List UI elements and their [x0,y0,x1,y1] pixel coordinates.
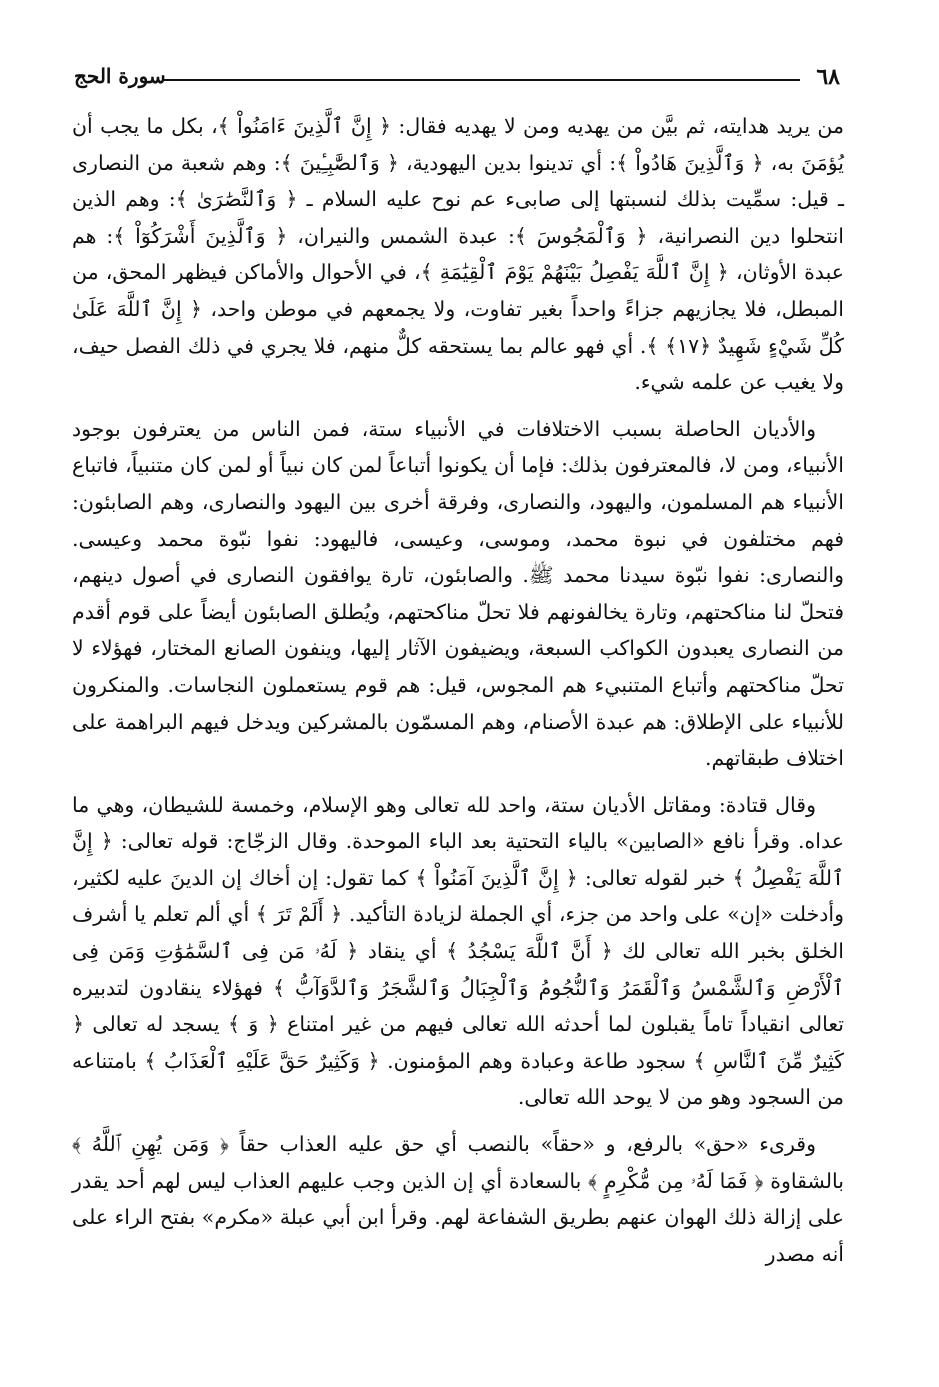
page-header [72,62,844,92]
paragraph-3: وقال قتادة: ومقاتل الأديان ستة، واحد لله تعالى وهو الإسلام، وخمسة للشيطان، وهي ما عداه. وقرأ نافع «الصابين» بالياء التحتية بعد الباء الموحدة. وقال الزجّاج: قوله تعالى: ﴿ إِنَّ ٱللَّهَ يَفْصِلُ ﴾ خبر لقوله تعالى: ﴿ إِنَّ ٱلَّذِينَ آمَنُواْ ﴾ كما تقول: إن أخاك إن الدينَ عليه لكثير، وأدخلت «إن» على واحد من جزء، أي الجملة لزيادة التأكيد. ﴿ أَلَمْ تَرَ ﴾ أي ألم تعلم يا أشرف الخلق بخبر الله تعالى لك ﴿ أَنَّ ٱللَّهَ يَسْجُدُ ﴾ أي ينقاد ﴿ لَهُۥ مَن فِى ٱلسَّمَٰوَٰتِ وَمَن فِى ٱلْأَرْضِ وَٱلشَّمْسُ وَٱلْقَمَرُ وَٱلنُّجُومُ وَٱلْجِبَالُ وَٱلشَّجَرُ وَٱلدَّوَآبُّ ﴾ فهؤلاء ينقادون لتدبيره تعالى انقياداً تاماً يقبلون لما أحدثه الله تعالى فيهم من غير امتناع ﴿ وَ ﴾ يسجد له تعالى ﴿ كَثِيرٌ مِّنَ ٱلنَّاسِ ﴾ سجود طاعة وعبادة وهم المؤمنون. ﴿ وَكَثِيرٌ حَقَّ عَلَيْهِ ٱلْعَذَابُ ﴾ بامتناعه من السجود وهو من لا يوحد الله تعالى. [72,792,844,1110]
page-number: ٦٨ [816,64,840,90]
body-text [72,108,844,1272]
header-rule [162,79,800,81]
paragraph-4: وقرىء «حق» بالرفع، و «حقاً» بالنصب أي حق عليه العذاب حقاً ﴿ وَمَن يُهِنِ ٱللَّهُ ﴾ بالشقاوة ﴿ فَمَا لَهُۥ مِن مُّكْرِمٍ ﴾ بالسعادة أي إن الذين وجب عليهم العذاب ليس لهم أحد يقدر على إزالة ذلك الهوان عنهم بطريق الشفاعة لهم. وقرأ ابن أبي عبلة «مكرم» بفتح الراء على أنه مصدر [72,1132,844,1266]
paragraph-2: والأديان الحاصلة بسبب الاختلافات في الأنبياء ستة، فمن الناس من يعترفون بوجود الأنبياء، ومن لا، فالمعترفون بذلك: فإما أن يكونوا أتباعاً لمن كان نبياً أو لمن كان متنبياً، فاتباع الأنبياء هم المسلمون، واليهود، والنصارى، وفرقة أخرى بين اليهود والنصارى، وهم الصابئون: فهم مختلفون في نبوة محمد، وموسى، وعيسى، فاليهود: نفوا نبّوة محمد وعيسى. والنصارى: نفوا نبّوة سيدنا محمد ﷺ. والصابئون، تارة يوافقون النصارى في أصول دينهم، فتحلّ لنا مناكحتهم، وتارة يخالفونهم فلا تحلّ مناكحتهم، ويُطلق الصابئون أيضاً على قوم أقدم من النصارى يعبدون الكواكب السبعة، ويضيفون الآثار إليها، وينفون الصانع المختار، فهؤلاء لا تحلّ مناكحتهم وأتباع المتنبيء هم المجوس، قيل: هم قوم يستعملون النجاسات. والمنكرون للأنبياء على الإطلاق: هم عبدة الأصنام، وهم المسمّون بالمشركين ويدخل فيهم البراهمة على اختلاف طبقاتهم. [72,416,844,771]
surah-title: سورة الحج [74,64,166,88]
paragraph-1: من يريد هدايته، ثم بيَّن من يهديه ومن لا يهديه فقال: ﴿ إِنَّ ٱلَّذِينَ ءَامَنُواْ ﴾، بكل ما يجب أن يُؤمَنَ به، ﴿ وَٱلَّذِينَ هَادُواْ ﴾: أي تدينوا بدين اليهودية، ﴿ وَٱلصَّٰبِـِٔينَ ﴾: وهم شعبة من النصارى ـ قيل: سمِّيت بذلك لنسبتها إلى صابىء عم نوح عليه السلام ـ ﴿ وَٱلنَّصَٰرَىٰ ﴾: وهم الذين انتحلوا دين النصرانية، ﴿ وَٱلْمَجُوسَ ﴾: عبدة الشمس والنيران، ﴿ وَٱلَّذِينَ أَشْرَكُوٓاْ ﴾: هم عبدة الأوثان، ﴿ إِنَّ ٱللَّهَ يَفْصِلُ بَيْنَهُمْ يَوْمَ ٱلْقِيَٰمَةِ ﴾، في الأحوال والأماكن فيظهر المحق، من المبطل، فلا يجازيهم جزاءً واحداً بغير تفاوت، ولا يجمعهم في موطن واحد، ﴿ إِنَّ ٱللَّهَ عَلَىٰ كُلِّ شَيْءٍ شَهِيدٌ ﴿١٧﴾ ﴾. أي فهو عالم بما يستحقه كلٌّ منهم، فلا يجري في ذلك الفصل حيف، ولا يغيب عن علمه شيء. [72,114,844,395]
